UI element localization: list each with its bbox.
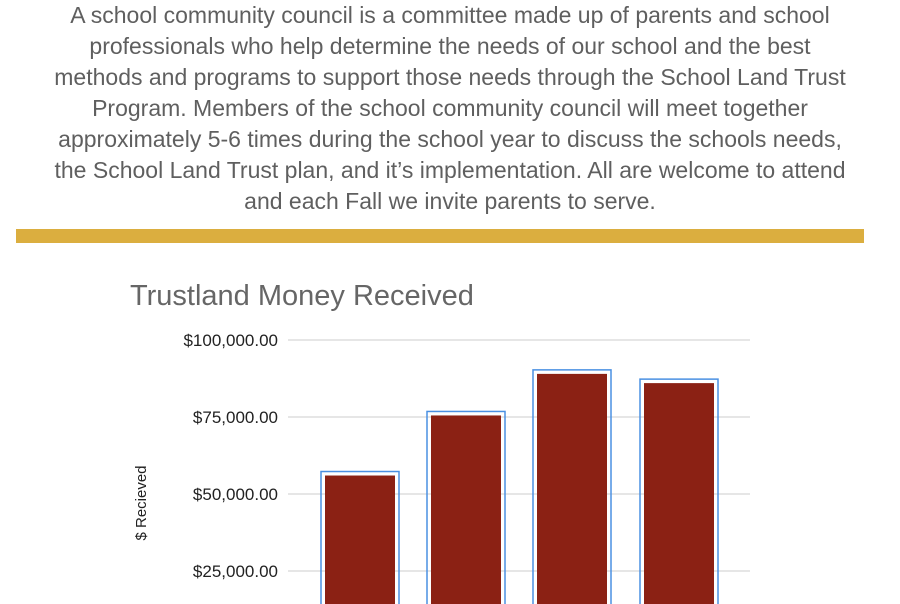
bar xyxy=(431,415,501,604)
chart-title: Trustland Money Received xyxy=(130,280,474,312)
intro-line: Program. Members of the school community council will meet together xyxy=(92,95,808,121)
bar xyxy=(644,383,714,604)
bar xyxy=(537,374,607,604)
y-tick-label: $100,000.00 xyxy=(183,331,278,350)
intro-line: methods and programs to support those needs through the School Land Trust xyxy=(54,64,846,90)
intro-line: A school community council is a committee made up of parents and school xyxy=(70,2,830,28)
y-tick-label: $75,000.00 xyxy=(192,408,278,427)
bar xyxy=(325,476,395,604)
intro-line: professionals who help determine the needs of our school and the best xyxy=(89,33,811,59)
intro-line: and each Fall we invite parents to serve. xyxy=(244,188,656,214)
y-tick-label: $25,000.00 xyxy=(192,562,278,581)
intro-line: approximately 5-6 times during the school year to discuss the schools needs, xyxy=(58,126,842,152)
intro-line: the School Land Trust plan, and it’s implementation. All are welcome to attend xyxy=(54,157,846,183)
y-axis-label: $ Recieved xyxy=(133,465,150,541)
y-tick-label: $50,000.00 xyxy=(192,485,278,504)
